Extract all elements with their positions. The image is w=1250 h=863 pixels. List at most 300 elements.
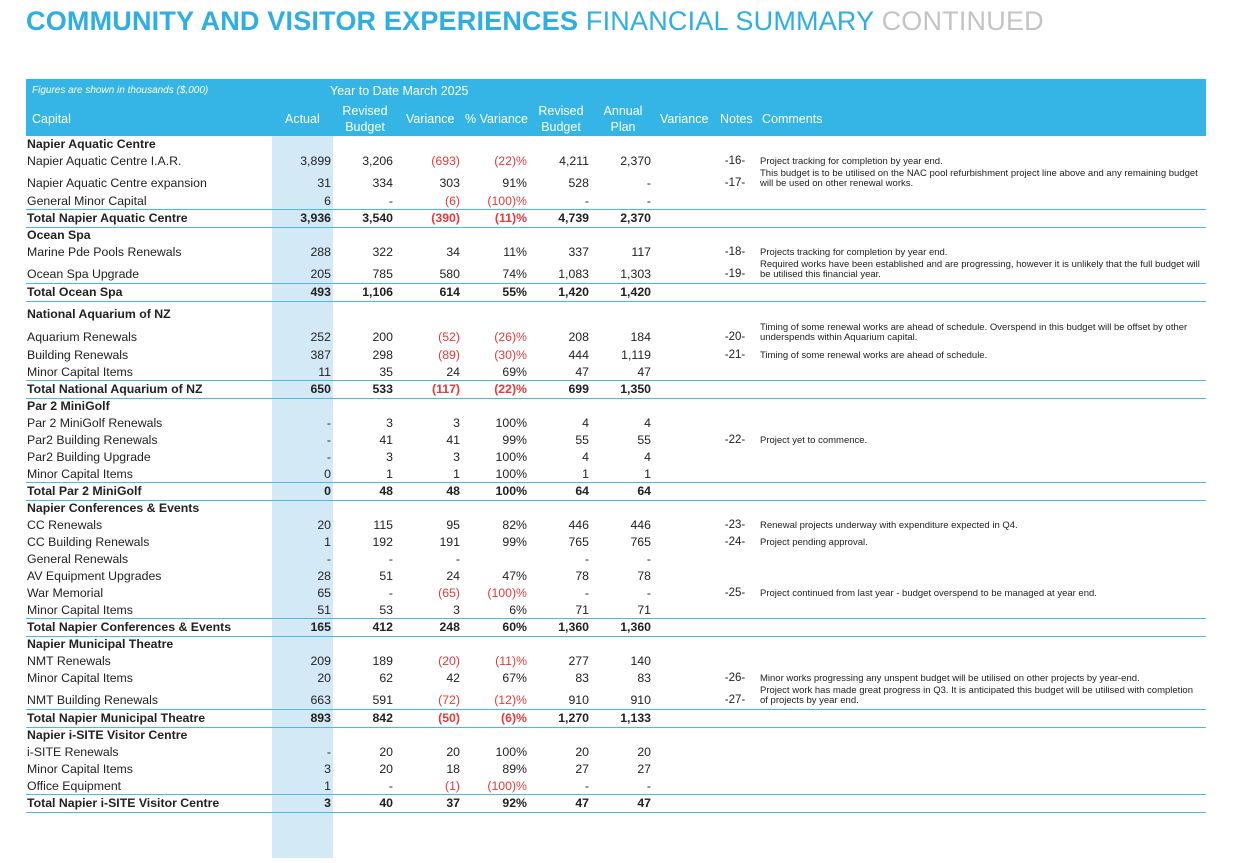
cell-fy-revised-budget: 47: [575, 796, 589, 810]
table-row: [26, 466, 1206, 483]
cell-revised-budget: 842: [372, 711, 393, 725]
cell-variance: 34: [446, 245, 460, 259]
cell-actual: 493: [310, 285, 331, 299]
cell-pct-variance: (12)%: [494, 693, 527, 707]
row-label: General Minor Capital: [27, 194, 147, 208]
cell-variance: (693): [431, 154, 460, 168]
cell-annual-plan: 2,370: [620, 211, 651, 225]
section-header: [26, 306, 1206, 323]
page-title: [26, 6, 1044, 37]
table-row: [26, 744, 1206, 761]
cell-variance: 37: [446, 796, 460, 810]
cell-revised-budget: 3: [386, 416, 393, 430]
table-row: [26, 364, 1206, 381]
cell-pct-variance: (11)%: [495, 654, 527, 668]
table-row: [26, 347, 1206, 364]
cell-revised-budget: 189: [372, 654, 393, 668]
cell-pct-variance: (30)%: [494, 348, 527, 362]
cell-revised-budget: 62: [379, 671, 393, 685]
cell-pct-variance: 47%: [502, 569, 527, 583]
cell-actual: -: [326, 745, 331, 759]
cell-pct-variance: 74%: [502, 267, 527, 281]
cell-actual: 51: [317, 603, 331, 617]
cell-pct-variance: (6)%: [501, 711, 527, 725]
cell-fy-revised-budget: 55: [575, 433, 589, 447]
cell-note: -26-: [724, 672, 746, 684]
row-label: Minor Capital Items: [27, 671, 133, 685]
row-label: Total Ocean Spa: [27, 285, 123, 299]
cell-revised-budget: 35: [379, 365, 393, 379]
cell-fy-revised-budget: 208: [568, 330, 589, 344]
table-row: [26, 517, 1206, 534]
cell-pct-variance: 82%: [502, 518, 527, 532]
cell-revised-budget: 41: [379, 433, 393, 447]
figures-note: Figures are shown in thousands ($,000): [32, 85, 209, 96]
cell-fy-revised-budget: 4: [582, 416, 589, 430]
cell-pct-variance: 100%: [495, 745, 527, 759]
table-row: [26, 415, 1206, 432]
cell-fy-revised-budget: 20: [575, 745, 589, 759]
row-label: CC Renewals: [27, 518, 103, 532]
cell-fy-revised-budget: 337: [568, 245, 589, 259]
row-label: Minor Capital Items: [27, 467, 133, 481]
cell-pct-variance: 91%: [502, 176, 527, 190]
table-header: [26, 79, 1206, 136]
section-header: [26, 636, 1206, 653]
total-row: [26, 710, 1206, 727]
cell-variance: (65): [438, 586, 460, 600]
cell-pct-variance: 69%: [502, 365, 527, 379]
cell-actual: 3: [324, 762, 331, 776]
cell-variance: (89): [438, 348, 460, 362]
cell-annual-plan: -: [646, 552, 651, 566]
cell-annual-plan: 2,370: [620, 154, 651, 168]
cell-note: -17-: [724, 177, 746, 189]
cell-annual-plan: 83: [637, 671, 651, 685]
table-row: [26, 193, 1206, 210]
cell-variance: (52): [438, 330, 460, 344]
cell-variance: 24: [446, 365, 460, 379]
cell-comment: Minor works progressing any unspent budget will be utilised on other projects by year-end.: [760, 673, 1140, 684]
row-label: Napier Conferences & Events: [27, 501, 200, 515]
col-notes: Notes: [720, 112, 753, 126]
table-row: [26, 322, 1206, 346]
row-label: NMT Building Renewals: [27, 693, 158, 707]
total-row: [26, 619, 1206, 636]
cell-annual-plan: 4: [644, 416, 651, 430]
cell-revised-budget: 1: [386, 467, 393, 481]
col-fy-revised-bottom: Budget: [541, 120, 581, 134]
cell-comment: Projects tracking for completion by year end.: [760, 247, 948, 258]
cell-pct-variance: (100)%: [487, 779, 527, 793]
cell-fy-revised-budget: 78: [575, 569, 589, 583]
cell-pct-variance: (100)%: [487, 194, 527, 208]
cell-variance: (1): [444, 779, 460, 793]
table-row: [26, 602, 1206, 619]
col-fy-revised-top: Revised: [538, 104, 584, 118]
cell-fy-revised-budget: 444: [568, 348, 589, 362]
cell-annual-plan: 140: [630, 654, 651, 668]
cell-annual-plan: 20: [637, 745, 651, 759]
cell-revised-budget: 3: [386, 450, 393, 464]
cell-annual-plan: -: [646, 194, 651, 208]
cell-annual-plan: -: [646, 779, 651, 793]
cell-variance: 95: [446, 518, 460, 532]
row-label: NMT Renewals: [27, 654, 111, 668]
cell-fy-revised-budget: 83: [575, 671, 589, 685]
cell-variance: 3: [453, 450, 460, 464]
row-label: AV Equipment Upgrades: [27, 569, 162, 583]
cell-pct-variance: 60%: [502, 620, 527, 634]
cell-revised-budget: 115: [373, 518, 393, 532]
title-part-2: FINANCIAL SUMMARY: [585, 6, 874, 36]
col-actual: Actual: [285, 112, 320, 126]
cell-fy-revised-budget: -: [584, 552, 589, 566]
cell-actual: -: [326, 416, 331, 430]
cell-variance: 1: [453, 467, 460, 481]
cell-pct-variance: 99%: [502, 433, 527, 447]
section-header: [26, 500, 1206, 517]
cell-fy-revised-budget: 4,739: [558, 211, 589, 225]
cell-annual-plan: 1,303: [620, 267, 651, 281]
col-annual-top: Annual: [603, 104, 643, 118]
row-label: Napier Aquatic Centre expansion: [27, 176, 207, 190]
cell-actual: 252: [310, 330, 331, 344]
cell-annual-plan: 1,133: [620, 711, 651, 725]
row-label: Total National Aquarium of NZ: [27, 382, 203, 396]
cell-revised-budget: 785: [372, 267, 393, 281]
section-header: [26, 136, 1206, 153]
cell-fy-revised-budget: 910: [568, 693, 589, 707]
cell-note: -22-: [724, 434, 746, 446]
cell-annual-plan: 446: [630, 518, 651, 532]
row-label: Minor Capital Items: [27, 603, 133, 617]
cell-comment: Renewal projects underway with expenditure expected in Q4.: [760, 520, 1018, 531]
cell-variance: 3: [453, 603, 460, 617]
cell-revised-budget: 298: [372, 348, 393, 362]
cell-variance: 41: [446, 433, 460, 447]
row-label: War Memorial: [27, 586, 104, 600]
cell-revised-budget: 20: [379, 762, 393, 776]
title-part-1: COMMUNITY AND VISITOR EXPERIENCES: [26, 6, 579, 36]
cell-note: -20-: [724, 331, 746, 343]
cell-pct-variance: (22)%: [494, 382, 527, 396]
row-label: Napier Aquatic Centre I.A.R.: [27, 154, 182, 168]
cell-variance: (117): [431, 382, 460, 396]
cell-note: -24-: [724, 536, 746, 548]
row-label: Total Napier Aquatic Centre: [27, 211, 188, 225]
section-header: [26, 227, 1206, 244]
cell-fy-revised-budget: 1,270: [558, 711, 589, 725]
table-row: [26, 259, 1206, 283]
table-row: [26, 568, 1206, 585]
cell-comment: Timing of some renewal works are ahead of schedule. Overspend in this budget will be offset by other underspends within Aquarium capital.: [760, 322, 1188, 343]
cell-variance: 48: [446, 484, 460, 498]
cell-fy-revised-budget: 277: [568, 654, 589, 668]
row-label: Building Renewals: [27, 348, 129, 362]
row-label: Office Equipment: [27, 779, 122, 793]
row-label: Marine Pde Pools Renewals: [27, 245, 182, 259]
cell-fy-revised-budget: -: [584, 779, 589, 793]
row-label: Minor Capital Items: [27, 365, 133, 379]
table-row: [26, 653, 1206, 670]
row-label: Par2 Building Renewals: [27, 433, 158, 447]
cell-actual: 3: [324, 796, 331, 810]
cell-annual-plan: 64: [637, 484, 651, 498]
row-label: Aquarium Renewals: [27, 330, 138, 344]
cell-fy-revised-budget: 1,420: [558, 285, 589, 299]
cell-comment: Project continued from last year - budget overspend to be managed at year end.: [760, 588, 1097, 599]
cell-comment: Project yet to commence.: [760, 435, 868, 446]
table-row: [26, 168, 1206, 192]
cell-annual-plan: -: [646, 586, 651, 600]
col-revised-budget-bottom: Budget: [345, 120, 385, 134]
table-row: [26, 585, 1206, 602]
cell-actual: 65: [317, 586, 331, 600]
table-row: [26, 449, 1206, 466]
row-label: Napier i-SITE Visitor Centre: [27, 728, 188, 742]
row-label: Total Par 2 MiniGolf: [27, 484, 142, 498]
cell-annual-plan: 765: [630, 535, 651, 549]
cell-note: -27-: [724, 694, 746, 706]
cell-fy-revised-budget: 4,211: [559, 154, 589, 168]
cell-pct-variance: 11%: [503, 245, 527, 259]
cell-annual-plan: 1: [644, 467, 651, 481]
row-label: Total Napier i-SITE Visitor Centre: [27, 796, 220, 810]
table-row: [26, 432, 1206, 449]
cell-actual: 1: [324, 535, 331, 549]
cell-pct-variance: 6%: [509, 603, 527, 617]
cell-pct-variance: 67%: [502, 671, 527, 685]
cell-annual-plan: 47: [637, 796, 651, 810]
cell-revised-budget: 40: [379, 796, 393, 810]
cell-fy-revised-budget: -: [584, 586, 589, 600]
section-header: [26, 727, 1206, 744]
row-label: Total Napier Municipal Theatre: [27, 711, 206, 725]
cell-actual: 205: [310, 267, 331, 281]
cell-comment: Timing of some renewal works are ahead of schedule.: [760, 350, 988, 361]
cell-revised-budget: -: [388, 586, 393, 600]
total-row: [26, 284, 1206, 301]
cell-annual-plan: 117: [631, 245, 651, 259]
col-fy-variance: Variance: [660, 112, 709, 126]
cell-actual: 20: [317, 518, 331, 532]
cell-revised-budget: 51: [379, 569, 393, 583]
cell-pct-variance: 100%: [495, 467, 527, 481]
cell-variance: 18: [446, 762, 460, 776]
cell-fy-revised-budget: -: [584, 194, 589, 208]
section-header: [26, 398, 1206, 415]
cell-variance: (6): [444, 194, 460, 208]
cell-variance: 248: [439, 620, 460, 634]
cell-comment: Project tracking for completion by year end.: [760, 156, 943, 167]
total-row: [26, 795, 1206, 812]
cell-actual: 663: [310, 693, 331, 707]
cell-pct-variance: 100%: [495, 450, 527, 464]
cell-fy-revised-budget: 446: [568, 518, 589, 532]
row-label: General Renewals: [27, 552, 129, 566]
row-label: Napier Municipal Theatre: [27, 637, 174, 651]
cell-variance: (50): [438, 711, 460, 725]
row-label: Ocean Spa: [27, 228, 91, 242]
cell-variance: 303: [439, 176, 460, 190]
table-row: [26, 778, 1206, 795]
cell-fy-revised-budget: 699: [568, 382, 589, 396]
total-row: [26, 483, 1206, 500]
cell-pct-variance: (22)%: [494, 154, 527, 168]
table-row: [26, 551, 1206, 568]
cell-fy-revised-budget: 4: [582, 450, 589, 464]
cell-revised-budget: 591: [372, 693, 393, 707]
row-label: i-SITE Renewals: [27, 745, 119, 759]
cell-revised-budget: 3,206: [362, 154, 393, 168]
cell-annual-plan: 27: [637, 762, 651, 776]
cell-variance: (20): [438, 654, 460, 668]
cell-revised-budget: 20: [379, 745, 393, 759]
cell-pct-variance: (100)%: [487, 586, 527, 600]
cell-variance: 24: [446, 569, 460, 583]
cell-note: -23-: [724, 519, 746, 531]
col-variance: Variance: [406, 112, 455, 126]
cell-fy-revised-budget: 1: [582, 467, 589, 481]
cell-annual-plan: -: [646, 176, 651, 190]
cell-actual: 3,899: [300, 154, 331, 168]
cell-annual-plan: 4: [644, 450, 651, 464]
cell-fy-revised-budget: 765: [568, 535, 589, 549]
cell-comment: This budget is to be utilised on the NAC pool refurbishment project line above and any remaining budget will be used on other renewal works.: [760, 168, 1198, 189]
row-label: Par2 Building Upgrade: [27, 450, 151, 464]
cell-variance: 42: [446, 671, 460, 685]
cell-revised-budget: -: [388, 552, 393, 566]
cell-annual-plan: 1,360: [620, 620, 651, 634]
cell-actual: -: [326, 450, 331, 464]
cell-actual: -: [326, 552, 331, 566]
cell-annual-plan: 55: [637, 433, 651, 447]
ytd-label: Year to Date March 2025: [330, 84, 469, 98]
cell-fy-revised-budget: 528: [568, 176, 589, 190]
table-row: [26, 534, 1206, 551]
row-label: Total Napier Conferences & Events: [27, 620, 232, 634]
cell-actual: 28: [317, 569, 331, 583]
cell-annual-plan: 47: [637, 365, 651, 379]
cell-revised-budget: 200: [372, 330, 393, 344]
row-label: Minor Capital Items: [27, 762, 133, 776]
cell-actual: 893: [310, 711, 331, 725]
cell-pct-variance: 99%: [502, 535, 527, 549]
cell-revised-budget: 533: [372, 382, 393, 396]
cell-fy-revised-budget: 64: [575, 484, 589, 498]
cell-fy-revised-budget: 47: [575, 365, 589, 379]
cell-variance: 20: [446, 745, 460, 759]
col-annual-bottom: Plan: [610, 120, 636, 134]
cell-revised-budget: 48: [379, 484, 393, 498]
cell-revised-budget: -: [388, 779, 393, 793]
cell-annual-plan: 1,350: [620, 382, 651, 396]
cell-actual: 6: [324, 194, 331, 208]
cell-actual: 650: [310, 382, 331, 396]
col-comments: Comments: [762, 112, 823, 126]
cell-actual: 165: [310, 620, 331, 634]
cell-variance: 191: [439, 535, 460, 549]
cell-note: -16-: [724, 155, 746, 167]
cell-note: -21-: [724, 349, 746, 361]
cell-annual-plan: 184: [630, 330, 651, 344]
cell-variance: 580: [439, 267, 460, 281]
cell-actual: 3,936: [300, 211, 331, 225]
cell-annual-plan: 1,119: [621, 348, 651, 362]
cell-pct-variance: 100%: [495, 416, 527, 430]
cell-pct-variance: (11)%: [494, 211, 527, 225]
cell-revised-budget: 53: [379, 603, 393, 617]
cell-actual: 288: [310, 245, 331, 259]
cell-comment: Project pending approval.: [760, 537, 868, 548]
cell-revised-budget: 1,106: [362, 285, 393, 299]
col-pct-variance: % Variance: [465, 112, 528, 126]
cell-revised-budget: -: [388, 194, 393, 208]
cell-variance: 3: [453, 416, 460, 430]
cell-revised-budget: 322: [372, 245, 393, 259]
cell-variance: 614: [439, 285, 460, 299]
row-label: Par 2 MiniGolf: [27, 399, 110, 413]
cell-fy-revised-budget: 71: [575, 603, 589, 617]
cell-fy-revised-budget: 1,360: [558, 620, 589, 634]
table-row: [26, 685, 1206, 709]
cell-pct-variance: (26)%: [494, 330, 527, 344]
col-revised-budget-top: Revised: [342, 104, 388, 118]
row-label: Par 2 MiniGolf Renewals: [27, 416, 163, 430]
table-row: [26, 761, 1206, 778]
cell-revised-budget: 192: [372, 535, 393, 549]
row-label: Napier Aquatic Centre: [27, 137, 156, 151]
total-row: [26, 210, 1206, 227]
cell-annual-plan: 910: [630, 693, 651, 707]
cell-pct-variance: 55%: [502, 285, 527, 299]
cell-comment: Project work has made great progress in Q3. It is anticipated this budget will be utilised with completion of projects by year end.: [760, 685, 1193, 706]
cell-comment: Required works have been established and are progressing, however it is unlikely that the full budget will be utilised this financial year.: [760, 259, 1200, 280]
total-row: [26, 381, 1206, 398]
cell-variance: -: [455, 552, 460, 566]
cell-fy-revised-budget: 1,083: [558, 267, 589, 281]
cell-annual-plan: 78: [637, 569, 651, 583]
cell-revised-budget: 3,540: [362, 211, 393, 225]
cell-actual: 1: [324, 779, 331, 793]
title-part-3: CONTINUED: [881, 6, 1044, 36]
cell-actual: 31: [317, 176, 331, 190]
row-label: Ocean Spa Upgrade: [27, 267, 140, 281]
cell-actual: 0: [324, 484, 331, 498]
cell-pct-variance: 89%: [502, 762, 527, 776]
cell-actual: 11: [318, 365, 331, 379]
cell-note: -18-: [724, 246, 746, 258]
cell-variance: (72): [438, 693, 460, 707]
cell-revised-budget: 334: [372, 176, 393, 190]
row-label: CC Building Renewals: [27, 535, 150, 549]
cell-annual-plan: 1,420: [620, 285, 651, 299]
row-label: National Aquarium of NZ: [27, 307, 171, 321]
cell-actual: -: [326, 433, 331, 447]
cell-pct-variance: 92%: [502, 796, 527, 810]
cell-actual: 387: [310, 348, 331, 362]
cell-revised-budget: 412: [372, 620, 393, 634]
cell-pct-variance: 100%: [495, 484, 527, 498]
cell-note: -19-: [724, 268, 746, 280]
cell-actual: 209: [310, 654, 331, 668]
cell-variance: (390): [431, 211, 460, 225]
cell-note: -25-: [724, 587, 746, 599]
cell-annual-plan: 71: [637, 603, 651, 617]
cell-actual: 20: [317, 671, 331, 685]
col-capital: Capital: [32, 112, 71, 126]
